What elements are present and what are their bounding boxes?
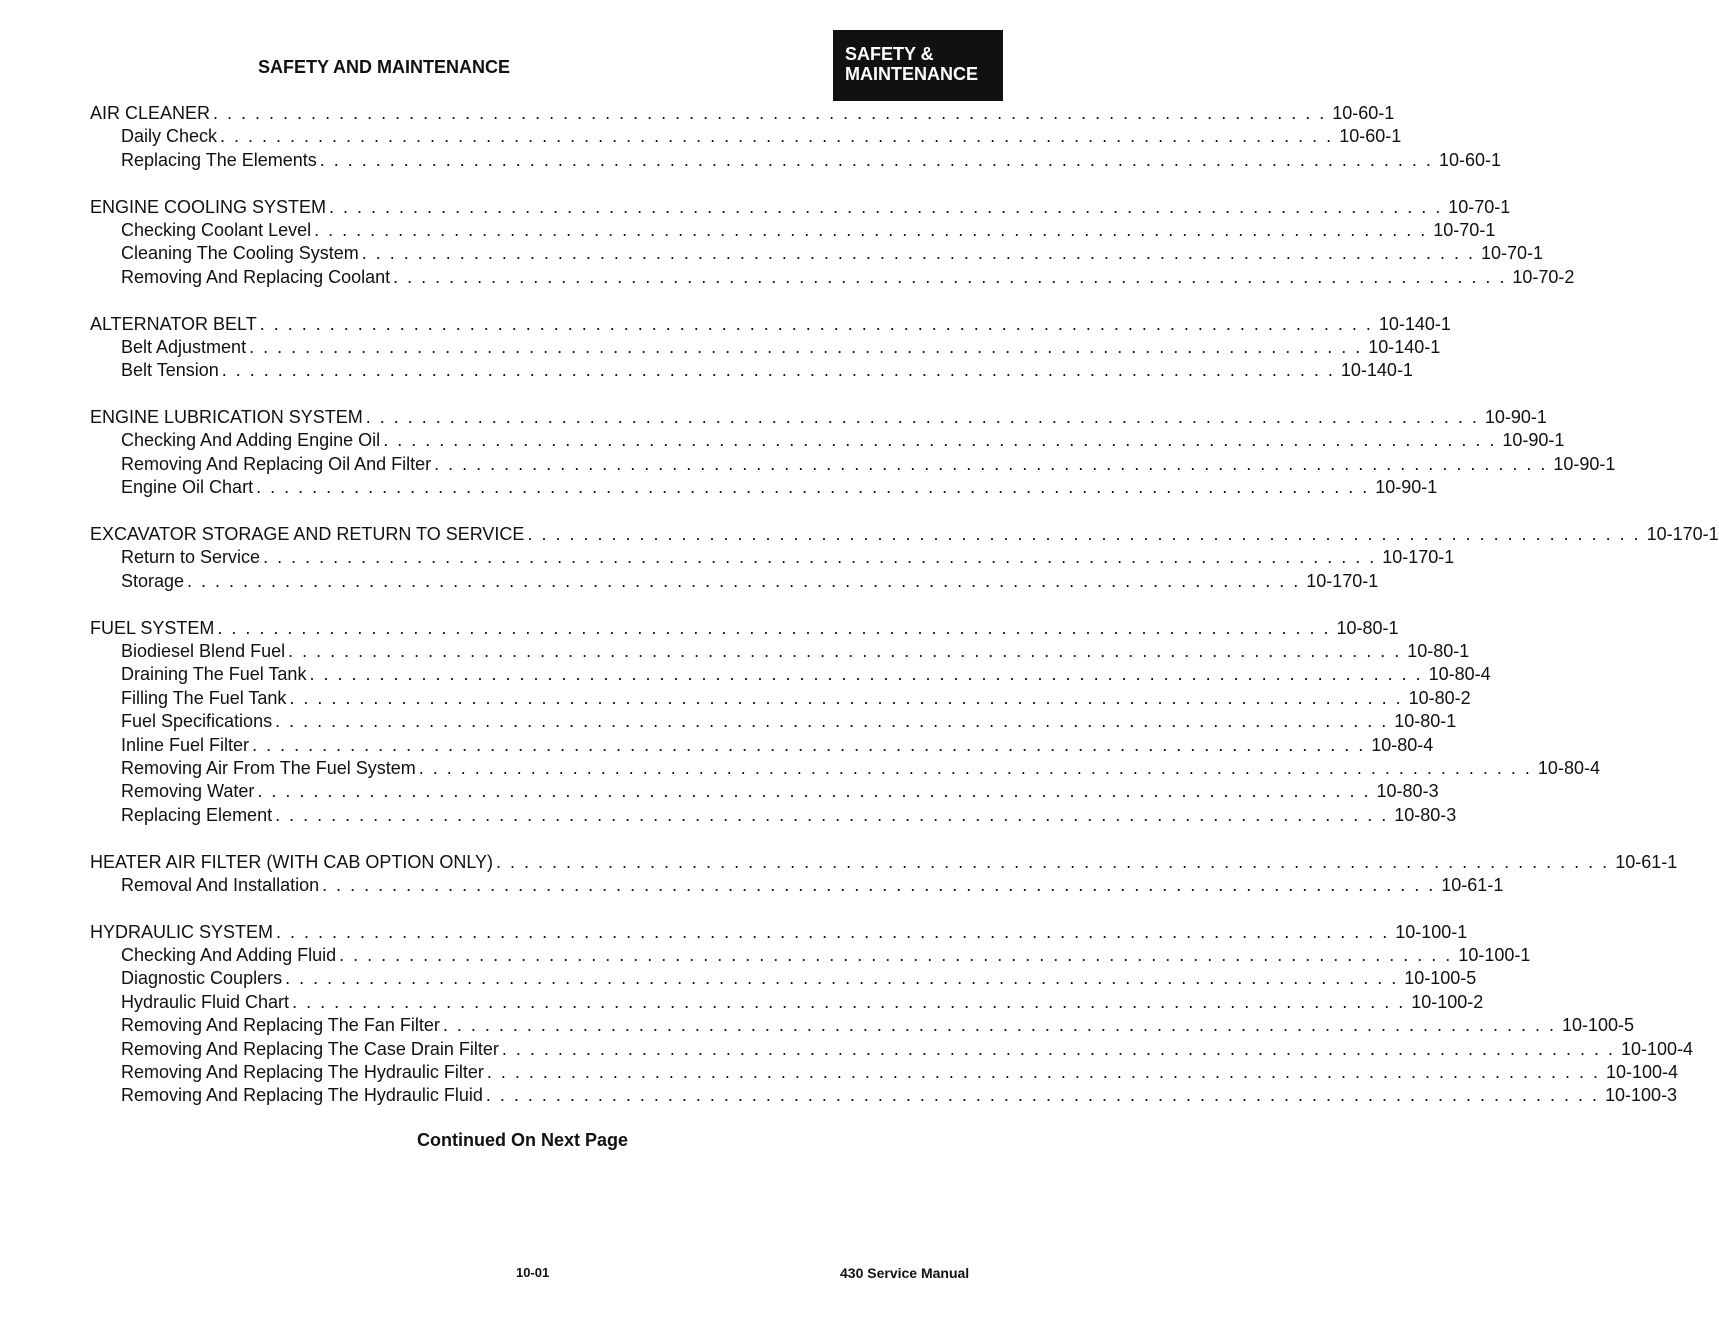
page-title: SAFETY AND MAINTENANCE <box>258 57 511 77</box>
toc-subentry-page: 10-100-2 <box>1411 991 1484 1012</box>
dot-leader: . . . . . . . . . . . . . . . . . . . . . . . . . . . . . . . . . . . . . . . . . . . . . . . . . . . . . . . . . . . . . . . . . . . . . . . . . . . . . . . . <box>275 804 1389 825</box>
dot-leader: . . . . . . . . . . . . . . . . . . . . . . . . . . . . . . . . . . . . . . . . . . . . . . . . . . . . . . . . . . . . . . . . . . . . . . . . . . . . . . . . <box>496 851 1610 872</box>
toc-subentry-label: Diagnostic Couplers <box>121 968 283 989</box>
toc-section <box>90 406 1616 500</box>
toc-subentry-page: 10-80-3 <box>1394 804 1457 825</box>
dot-leader: . . . . . . . . . . . . . . . . . . . . . . . . . . . . . . . . . . . . . . . . . . . . . . . . . . . . . . . . . . . . . . . . . . . . . . . . . . . . . . . . <box>319 149 1433 170</box>
dot-leader: . . . . . . . . . . . . . . . . . . . . . . . . . . . . . . . . . . . . . . . . . . . . . . . . . . . . . . . . . . . . . . . . . . . . . . . . . . . . . . . . <box>249 336 1363 357</box>
dot-leader: . . . . . . . . . . . . . . . . . . . . . . . . . . . . . . . . . . . . . . . . . . . . . . . . . . . . . . . . . . . . . . . . . . . . . . . . . . . . . . . . <box>257 781 1371 802</box>
toc-subentry[interactable] <box>90 640 1470 663</box>
toc-subentry[interactable] <box>90 757 1600 780</box>
dot-leader: . . . . . . . . . . . . . . . . . . . . . . . . . . . . . . . . . . . . . . . . . . . . . . . . . . . . . . . . . . . . . . . . . . . . . . . . . . . . . . . . <box>393 266 1507 287</box>
toc-subentry[interactable] <box>90 453 1616 476</box>
toc-subentry-page: 10-100-1 <box>1458 945 1531 966</box>
toc-subentry[interactable] <box>90 219 1496 242</box>
toc-subentry-page: 10-80-1 <box>1394 711 1457 732</box>
toc-section-entry-page: 10-60-1 <box>1332 103 1395 123</box>
section-tab <box>833 30 1003 101</box>
toc-section-entry-page: 10-100-1 <box>1395 921 1468 942</box>
dot-leader: . . . . . . . . . . . . . . . . . . . . . . . . . . . . . . . . . . . . . . . . . . . . . . . . . . . . . . . . . . . . . . . . . . . . . . . . . . . . . . . . <box>256 477 1370 498</box>
toc-subentry-page: 10-100-5 <box>1404 968 1477 989</box>
toc-section-entry-page: 10-70-1 <box>1448 196 1511 217</box>
dot-leader: . . . . . . . . . . . . . . . . . . . . . . . . . . . . . . . . . . . . . . . . . . . . . . . . . . . . . . . . . . . . . . . . . . . . . . . . . . . . . . . . <box>289 687 1403 708</box>
toc-subentry-label: Storage <box>121 570 185 591</box>
toc-section <box>90 313 1451 383</box>
toc-section-entry[interactable] <box>90 196 1511 219</box>
toc-subentry-page: 10-140-1 <box>1368 336 1441 357</box>
dot-leader: . . . . . . . . . . . . . . . . . . . . . . . . . . . . . . . . . . . . . . . . . . . . . . . . . . . . . . . . . . . . . . . . . . . . . . . . . . . . . . . . <box>442 1015 1556 1036</box>
dot-leader: . . . . . . . . . . . . . . . . . . . . . . . . . . . . . . . . . . . . . . . . . . . . . . . . . . . . . . . . . . . . . . . . . . . . . . . . . . . . . . . . <box>263 547 1377 568</box>
toc-subentry-label: Removing And Replacing The Fan Filter <box>121 1015 440 1036</box>
toc-section-entry-page: 10-80-1 <box>1336 617 1399 638</box>
dot-leader: . . . . . . . . . . . . . . . . . . . . . . . . . . . . . . . . . . . . . . . . . . . . . . . . . . . . . . . . . . . . . . . . . . . . . . . . . . . . . . . . <box>309 664 1423 685</box>
dot-leader: . . . . . . . . . . . . . . . . . . . . . . . . . . . . . . . . . . . . . . . . . . . . . . . . . . . . . . . . . . . . . . . . . . . . . . . . . . . . . . . . <box>322 874 1436 895</box>
toc-subentry[interactable] <box>90 710 1457 733</box>
toc-subentry-label: Removing Air From The Fuel System <box>121 757 416 778</box>
toc-subentry-page: 10-90-1 <box>1553 453 1616 474</box>
toc-subentry[interactable] <box>90 149 1501 172</box>
toc-subentry-label: Removing And Replacing Coolant <box>121 266 391 287</box>
toc-subentry-page: 10-170-1 <box>1306 570 1379 591</box>
toc-subentry-label: Checking And Adding Engine Oil <box>121 430 381 451</box>
toc-section-entry-label: EXCAVATOR STORAGE AND RETURN TO SERVICE <box>90 524 525 545</box>
dot-leader: . . . . . . . . . . . . . . . . . . . . . . . . . . . . . . . . . . . . . . . . . . . . . . . . . . . . . . . . . . . . . . . . . . . . . . . . . . . . . . . . <box>187 570 1301 591</box>
toc-subentry-page: 10-70-1 <box>1433 219 1496 240</box>
dot-leader: . . . . . . . . . . . . . . . . . . . . . . . . . . . . . . . . . . . . . . . . . . . . . . . . . . . . . . . . . . . . . . . . . . . . . . . . . . . . . . . . <box>527 524 1641 545</box>
toc-section <box>90 523 1719 593</box>
toc-subentry-label: Daily Check <box>121 126 218 147</box>
toc-subentry-label: Removing And Replacing The Case Drain Filter <box>121 1038 499 1059</box>
toc-section <box>90 196 1575 290</box>
toc-subentry-label: Draining The Fuel Tank <box>121 664 307 685</box>
dot-leader: . . . . . . . . . . . . . . . . . . . . . . . . . . . . . . . . . . . . . . . . . . . . . . . . . . . . . . . . . . . . . . . . . . . . . . . . . . . . . . . . <box>329 196 1443 217</box>
toc-subentry-page: 10-80-1 <box>1407 640 1470 661</box>
toc-subentry-page: 10-100-4 <box>1606 1062 1679 1083</box>
toc-section <box>90 617 1600 828</box>
dot-leader: . . . . . . . . . . . . . . . . . . . . . . . . . . . . . . . . . . . . . . . . . . . . . . . . . . . . . . . . . . . . . . . . . . . . . . . . . . . . . . . . <box>383 430 1497 451</box>
section-tab-line1: SAFETY & <box>845 44 934 64</box>
toc-subentry-label: Replacing The Elements <box>121 149 317 170</box>
toc-subentry-page: 10-70-1 <box>1480 243 1543 264</box>
toc-subentry[interactable] <box>90 1084 1678 1107</box>
toc-subentry[interactable] <box>90 336 1441 359</box>
toc-subentry-page: 10-100-3 <box>1605 1085 1678 1106</box>
toc-subentry-page: 10-60-1 <box>1438 149 1501 170</box>
toc-subentry[interactable] <box>90 944 1531 967</box>
dot-leader: . . . . . . . . . . . . . . . . . . . . . . . . . . . . . . . . . . . . . . . . . . . . . . . . . . . . . . . . . . . . . . . . . . . . . . . . . . . . . . . . <box>252 734 1366 755</box>
toc-subentry[interactable] <box>90 874 1504 897</box>
toc-subentry-page: 10-80-4 <box>1371 734 1434 755</box>
toc-section-entry[interactable] <box>90 617 1399 640</box>
dot-leader: . . . . . . . . . . . . . . . . . . . . . . . . . . . . . . . . . . . . . . . . . . . . . . . . . . . . . . . . . . . . . . . . . . . . . . . . . . . . . . . . <box>365 407 1479 428</box>
dot-leader: . . . . . . . . . . . . . . . . . . . . . . . . . . . . . . . . . . . . . . . . . . . . . . . . . . . . . . . . . . . . . . . . . . . . . . . . . . . . . . . . <box>292 991 1406 1012</box>
dot-leader: . . . . . . . . . . . . . . . . . . . . . . . . . . . . . . . . . . . . . . . . . . . . . . . . . . . . . . . . . . . . . . . . . . . . . . . . . . . . . . . . <box>220 126 1334 147</box>
toc-subentry-page: 10-80-4 <box>1537 757 1600 778</box>
toc-subentry[interactable] <box>90 663 1491 686</box>
toc-section-entry-page: 10-140-1 <box>1378 313 1451 334</box>
dot-leader: . . . . . . . . . . . . . . . . . . . . . . . . . . . . . . . . . . . . . . . . . . . . . . . . . . . . . . . . . . . . . . . . . . . . . . . . . . . . . . . . <box>275 711 1389 732</box>
toc-subentry-label: Hydraulic Fluid Chart <box>121 991 290 1012</box>
toc-subentry-page: 10-100-4 <box>1621 1038 1694 1059</box>
toc-subentry-label: Checking Coolant Level <box>121 219 312 240</box>
toc-subentry[interactable] <box>90 1038 1694 1061</box>
toc-section-entry-label: ENGINE COOLING SYSTEM <box>90 196 327 217</box>
dot-leader: . . . . . . . . . . . . . . . . . . . . . . . . . . . . . . . . . . . . . . . . . . . . . . . . . . . . . . . . . . . . . . . . . . . . . . . . . . . . . . . . <box>221 360 1335 381</box>
toc-subentry[interactable] <box>90 476 1438 499</box>
toc-subentry-label: Return to Service <box>121 547 261 568</box>
toc-section <box>90 102 1501 172</box>
toc-subentry-page: 10-100-5 <box>1562 1015 1635 1036</box>
dot-leader: . . . . . . . . . . . . . . . . . . . . . . . . . . . . . . . . . . . . . . . . . . . . . . . . . . . . . . . . . . . . . . . . . . . . . . . . . . . . . . . . <box>213 103 1327 123</box>
table-of-contents <box>90 102 1719 1131</box>
toc-section-entry-page: 10-61-1 <box>1615 851 1678 872</box>
toc-section-entry-label: ENGINE LUBRICATION SYSTEM <box>90 407 363 428</box>
toc-subentry-label: Removing And Replacing The Hydraulic Fluid <box>121 1085 483 1106</box>
toc-subentry-label: Checking And Adding Fluid <box>121 945 337 966</box>
toc-subentry-label: Filling The Fuel Tank <box>121 687 287 708</box>
toc-subentry-page: 10-80-2 <box>1408 687 1471 708</box>
toc-subentry-label: Fuel Specifications <box>121 711 273 732</box>
toc-subentry[interactable] <box>90 804 1457 827</box>
dot-leader: . . . . . . . . . . . . . . . . . . . . . . . . . . . . . . . . . . . . . . . . . . . . . . . . . . . . . . . . . . . . . . . . . . . . . . . . . . . . . . . . <box>217 617 1331 638</box>
toc-section-entry-page: 10-90-1 <box>1484 407 1547 428</box>
toc-subentry[interactable] <box>90 734 1434 757</box>
dot-leader: . . . . . . . . . . . . . . . . . . . . . . . . . . . . . . . . . . . . . . . . . . . . . . . . . . . . . . . . . . . . . . . . . . . . . . . . . . . . . . . . <box>418 757 1532 778</box>
dot-leader: . . . . . . . . . . . . . . . . . . . . . . . . . . . . . . . . . . . . . . . . . . . . . . . . . . . . . . . . . . . . . . . . . . . . . . . . . . . . . . . . <box>361 243 1475 264</box>
toc-section-entry[interactable] <box>90 102 1395 125</box>
toc-subentry[interactable] <box>90 359 1413 382</box>
toc-section-entry[interactable] <box>90 921 1468 944</box>
toc-section-entry[interactable] <box>90 406 1547 429</box>
toc-section-entry-page: 10-170-1 <box>1646 524 1719 545</box>
dot-leader: . . . . . . . . . . . . . . . . . . . . . . . . . . . . . . . . . . . . . . . . . . . . . . . . . . . . . . . . . . . . . . . . . . . . . . . . . . . . . . . . <box>501 1038 1616 1059</box>
toc-section-entry-label: FUEL SYSTEM <box>90 617 215 638</box>
toc-subentry-label: Cleaning The Cooling System <box>121 243 359 264</box>
toc-subentry-page: 10-170-1 <box>1382 547 1455 568</box>
toc-section-entry-label: HYDRAULIC SYSTEM <box>90 921 274 942</box>
toc-subentry[interactable] <box>90 780 1439 803</box>
toc-subentry[interactable] <box>90 266 1575 289</box>
toc-section-entry-label: HEATER AIR FILTER (WITH CAB OPTION ONLY) <box>90 851 494 872</box>
dot-leader: . . . . . . . . . . . . . . . . . . . . . . . . . . . . . . . . . . . . . . . . . . . . . . . . . . . . . . . . . . . . . . . . . . . . . . . . . . . . . . . . <box>285 968 1399 989</box>
toc-subentry[interactable] <box>90 1061 1679 1084</box>
toc-subentry[interactable] <box>90 991 1484 1014</box>
toc-subentry-label: Removing Water <box>121 781 255 802</box>
dot-leader: . . . . . . . . . . . . . . . . . . . . . . . . . . . . . . . . . . . . . . . . . . . . . . . . . . . . . . . . . . . . . . . . . . . . . . . . . . . . . . . . <box>339 945 1453 966</box>
toc-section-entry-label: ALTERNATOR BELT <box>90 313 257 334</box>
toc-subentry-label: Biodiesel Blend Fuel <box>121 640 286 661</box>
toc-section-entry-label: AIR CLEANER <box>90 103 211 123</box>
dot-leader: . . . . . . . . . . . . . . . . . . . . . . . . . . . . . . . . . . . . . . . . . . . . . . . . . . . . . . . . . . . . . . . . . . . . . . . . . . . . . . . . <box>485 1085 1600 1106</box>
toc-section-entry[interactable] <box>90 313 1451 336</box>
footer-manual-title: 430 Service Manual <box>840 1265 970 1281</box>
toc-subentry[interactable] <box>90 687 1471 710</box>
toc-section <box>90 921 1694 1108</box>
toc-subentry-label: Inline Fuel Filter <box>121 734 250 755</box>
toc-subentry-page: 10-140-1 <box>1340 360 1413 381</box>
dot-leader: . . . . . . . . . . . . . . . . . . . . . . . . . . . . . . . . . . . . . . . . . . . . . . . . . . . . . . . . . . . . . . . . . . . . . . . . . . . . . . . . <box>259 313 1373 334</box>
toc-subentry-page: 10-80-3 <box>1376 781 1439 802</box>
toc-subentry-label: Removal And Installation <box>121 874 320 895</box>
toc-subentry-page: 10-70-2 <box>1512 266 1575 287</box>
toc-subentry-label: Engine Oil Chart <box>121 477 254 498</box>
toc-subentry[interactable] <box>90 1014 1635 1037</box>
toc-subentry-label: Replacing Element <box>121 804 273 825</box>
toc-subentry-label: Removing And Replacing The Hydraulic Filter <box>121 1062 484 1083</box>
toc-subentry[interactable] <box>90 429 1565 452</box>
dot-leader: . . . . . . . . . . . . . . . . . . . . . . . . . . . . . . . . . . . . . . . . . . . . . . . . . . . . . . . . . . . . . . . . . . . . . . . . . . . . . . . . <box>276 921 1390 942</box>
toc-section <box>90 851 1678 898</box>
footer-page-number: 10-01 <box>516 1265 550 1280</box>
toc-subentry-label: Belt Tension <box>121 360 219 381</box>
toc-subentry[interactable] <box>90 570 1379 593</box>
toc-section-entry[interactable] <box>90 523 1719 546</box>
dot-leader: . . . . . . . . . . . . . . . . . . . . . . . . . . . . . . . . . . . . . . . . . . . . . . . . . . . . . . . . . . . . . . . . . . . . . . . . . . . . . . . . <box>486 1062 1600 1083</box>
toc-subentry[interactable] <box>90 125 1402 148</box>
toc-subentry[interactable] <box>90 967 1477 990</box>
toc-subentry-page: 10-61-1 <box>1441 874 1504 895</box>
dot-leader: . . . . . . . . . . . . . . . . . . . . . . . . . . . . . . . . . . . . . . . . . . . . . . . . . . . . . . . . . . . . . . . . . . . . . . . . . . . . . . . . <box>288 640 1402 661</box>
toc-subentry-page: 10-90-1 <box>1375 477 1438 498</box>
toc-section-entry[interactable] <box>90 851 1678 874</box>
toc-subentry-page: 10-60-1 <box>1339 126 1402 147</box>
toc-subentry[interactable] <box>90 546 1455 569</box>
dot-leader: . . . . . . . . . . . . . . . . . . . . . . . . . . . . . . . . . . . . . . . . . . . . . . . . . . . . . . . . . . . . . . . . . . . . . . . . . . . . . . . . <box>314 219 1428 240</box>
toc-subentry[interactable] <box>90 242 1543 265</box>
toc-subentry-page: 10-80-4 <box>1428 664 1491 685</box>
section-tab-line2: MAINTENANCE <box>845 64 978 84</box>
continued-note: Continued On Next Page <box>417 1130 629 1150</box>
toc-subentry-label: Belt Adjustment <box>121 336 247 357</box>
dot-leader: . . . . . . . . . . . . . . . . . . . . . . . . . . . . . . . . . . . . . . . . . . . . . . . . . . . . . . . . . . . . . . . . . . . . . . . . . . . . . . . . <box>434 453 1548 474</box>
toc-subentry-label: Removing And Replacing Oil And Filter <box>121 453 432 474</box>
toc-subentry-page: 10-90-1 <box>1502 430 1565 451</box>
